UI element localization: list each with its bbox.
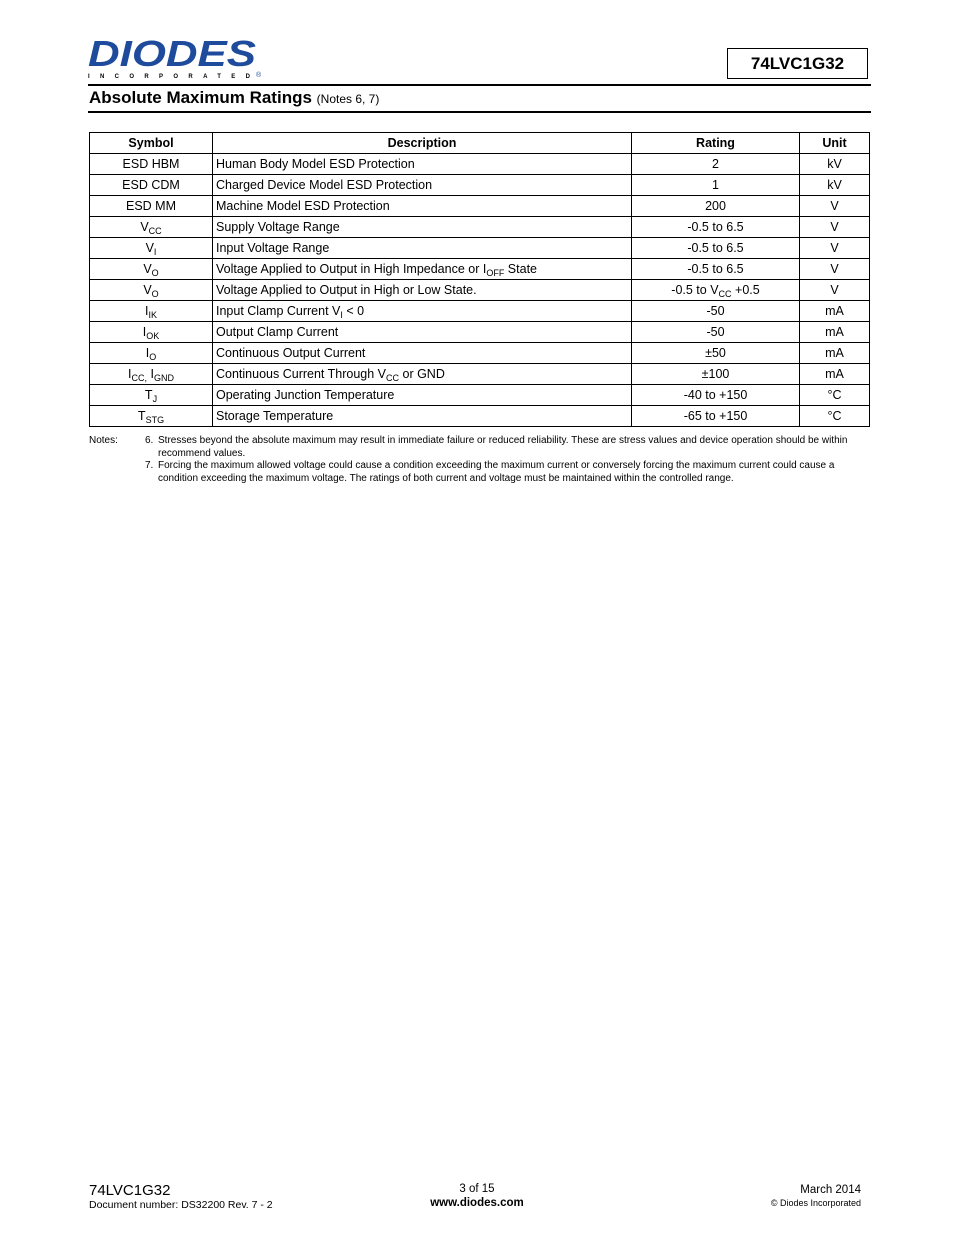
rating-cell <box>632 196 800 217</box>
description-text: Machine Model ESD Protection <box>216 199 390 213</box>
table-row <box>90 238 870 259</box>
table-row <box>90 154 870 175</box>
description-cell <box>213 322 632 343</box>
description-subscript: I <box>340 310 343 320</box>
header-description: Description <box>213 133 632 154</box>
symbol-text: I <box>142 325 147 339</box>
rating-cell <box>632 217 800 238</box>
description-text: Voltage Applied to Output in High or Low State. <box>216 283 477 297</box>
description-text: or GND <box>399 367 445 381</box>
table-row <box>90 322 870 343</box>
unit-cell <box>800 175 870 196</box>
unit-text: kV <box>827 157 842 171</box>
description-cell <box>213 385 632 406</box>
description-text: Voltage Applied to Output in High Impedance or I <box>216 262 487 276</box>
symbol-text: ESD MM <box>126 199 176 213</box>
header-unit: Unit <box>800 133 870 154</box>
rating-text: -0.5 to 6.5 <box>687 262 744 276</box>
description-text: Input Clamp Current V <box>216 304 341 318</box>
table-row <box>90 196 870 217</box>
unit-text: °C <box>827 409 842 423</box>
notes-label: Notes: <box>89 435 118 446</box>
logo-subtext: INCORPORATED <box>88 74 251 80</box>
unit-text: kV <box>827 178 842 192</box>
description-text: Continuous Current Through V <box>216 367 387 381</box>
table-row <box>90 259 870 280</box>
symbol-subscript: I <box>153 247 157 257</box>
description-cell <box>213 406 632 427</box>
symbol-subscript: O <box>151 268 159 278</box>
unit-text: V <box>830 220 839 234</box>
description-cell <box>213 259 632 280</box>
note-number: 7. <box>145 460 154 471</box>
symbol-cell <box>90 343 213 364</box>
rating-cell <box>632 385 800 406</box>
note-text: Forcing the maximum allowed voltage could cause a condition exceeding the maximum current or conversely forcing the maximum current could cause a condition exceeding the maximum voltage. The ratings of both current and voltage must be maintained within the controlled range. <box>158 460 835 484</box>
rating-text: -40 to +150 <box>683 388 748 402</box>
rating-text: -65 to +150 <box>683 409 748 423</box>
rating-subscript: CC <box>718 289 732 299</box>
symbol-text: ESD CDM <box>122 178 180 192</box>
logo-wordmark: DIODES <box>88 36 256 74</box>
unit-cell <box>800 406 870 427</box>
rating-text: ±100 <box>701 367 730 381</box>
description-subscript: CC <box>386 373 400 383</box>
table-row <box>90 364 870 385</box>
symbol-text: I <box>128 367 132 381</box>
footer-copyright: © Diodes Incorporated <box>770 1198 861 1208</box>
rating-cell <box>632 301 800 322</box>
symbol-subscript: OK <box>146 331 160 341</box>
table-row <box>90 343 870 364</box>
section-heading <box>89 88 379 108</box>
symbol-text: V <box>140 220 149 234</box>
rating-text: -50 <box>706 304 725 318</box>
description-text: Operating Junction Temperature <box>216 388 395 402</box>
note-item <box>145 460 860 485</box>
description-cell <box>213 280 632 301</box>
header-symbol: Symbol <box>90 133 213 154</box>
symbol-subscript: O <box>151 289 159 299</box>
table-row <box>90 280 870 301</box>
rating-cell <box>632 280 800 301</box>
description-text: Storage Temperature <box>216 409 334 423</box>
symbol-text: T <box>144 388 153 402</box>
section-divider <box>88 111 871 113</box>
rating-text: -0.5 to V <box>671 283 719 297</box>
footer-date: March 2014 <box>800 1184 861 1196</box>
symbol-text: I <box>145 346 150 360</box>
description-text: Supply Voltage Range <box>216 220 340 234</box>
symbol-subscript: CC <box>148 226 162 236</box>
unit-text: V <box>830 241 839 255</box>
part-number-box <box>727 48 868 79</box>
description-text: Charged Device Model ESD Protection <box>216 178 433 192</box>
description-subscript: OFF <box>486 268 505 278</box>
logo-registered-mark: ® <box>256 72 262 79</box>
symbol-cell <box>90 322 213 343</box>
description-text: Continuous Output Current <box>216 346 366 360</box>
table-header-row <box>90 133 870 154</box>
footer-website-link[interactable]: www.diodes.com <box>430 1197 524 1209</box>
unit-cell <box>800 385 870 406</box>
symbol-cell <box>90 196 213 217</box>
symbol-cell <box>90 154 213 175</box>
description-cell <box>213 196 632 217</box>
symbol-subscript: O <box>149 352 157 362</box>
unit-cell <box>800 343 870 364</box>
rating-cell <box>632 364 800 385</box>
header-rating: Rating <box>632 133 800 154</box>
description-cell <box>213 343 632 364</box>
rating-text: +0.5 <box>731 283 760 297</box>
symbol-cell <box>90 364 213 385</box>
unit-cell <box>800 217 870 238</box>
symbol-cell <box>90 406 213 427</box>
symbol-text: I <box>145 304 149 318</box>
description-cell <box>213 154 632 175</box>
unit-text: mA <box>825 367 844 381</box>
unit-text: V <box>830 199 839 213</box>
rating-text: 1 <box>712 178 719 192</box>
unit-cell <box>800 301 870 322</box>
rating-cell <box>632 259 800 280</box>
symbol-cell <box>90 280 213 301</box>
unit-text: mA <box>825 346 844 360</box>
footer-part-number: 74LVC1G32 <box>89 1182 171 1199</box>
unit-cell <box>800 280 870 301</box>
table-row <box>90 301 870 322</box>
unit-cell <box>800 259 870 280</box>
unit-text: V <box>830 283 839 297</box>
absolute-maximum-ratings-table <box>89 132 870 427</box>
table-row <box>90 175 870 196</box>
rating-cell <box>632 343 800 364</box>
symbol-cell <box>90 238 213 259</box>
description-cell <box>213 364 632 385</box>
symbol-cell <box>90 301 213 322</box>
unit-cell <box>800 322 870 343</box>
part-number: 74LVC1G32 <box>750 53 845 73</box>
header-divider <box>88 84 871 86</box>
unit-cell <box>800 196 870 217</box>
unit-text: °C <box>827 388 842 402</box>
rating-cell <box>632 322 800 343</box>
description-text: State <box>504 262 537 276</box>
description-cell <box>213 217 632 238</box>
description-text: Output Clamp Current <box>216 325 339 339</box>
table-row <box>90 406 870 427</box>
description-text: Input Voltage Range <box>216 241 330 255</box>
section-title: Absolute Maximum Ratings <box>89 88 312 107</box>
unit-text: V <box>830 262 839 276</box>
table-row <box>90 385 870 406</box>
rating-text: 2 <box>712 157 719 171</box>
unit-cell <box>800 238 870 259</box>
note-number: 6. <box>145 435 154 446</box>
unit-text: mA <box>825 325 844 339</box>
diodes-logo <box>88 36 264 80</box>
symbol-text: V <box>143 283 152 297</box>
symbol-subscript: STG <box>145 415 165 425</box>
rating-text: -0.5 to 6.5 <box>687 241 744 255</box>
note-item <box>145 435 860 460</box>
symbol-text: ESD HBM <box>122 157 180 171</box>
symbol-cell <box>90 385 213 406</box>
symbol-subscript: J <box>152 394 158 404</box>
symbol-cell <box>90 175 213 196</box>
rating-text: -50 <box>706 325 725 339</box>
symbol-subscript: IK <box>148 310 157 320</box>
rating-cell <box>632 238 800 259</box>
note-text: Stresses beyond the absolute maximum may result in immediate failure or reduced reliability. These are stress values and device operation should be within recommend values. <box>158 435 848 459</box>
rating-text: -0.5 to 6.5 <box>687 220 744 234</box>
symbol-cell <box>90 259 213 280</box>
unit-text: mA <box>825 304 844 318</box>
footer-page-number: 3 of 15 <box>459 1183 495 1195</box>
symbol-text: V <box>145 241 154 255</box>
description-cell <box>213 175 632 196</box>
unit-cell <box>800 154 870 175</box>
rating-text: 200 <box>705 199 726 213</box>
section-note-ref: (Notes 6, 7) <box>316 92 380 106</box>
description-cell <box>213 238 632 259</box>
symbol-text: I <box>147 367 154 381</box>
symbol-subscript: GND <box>153 373 174 383</box>
symbol-text: T <box>137 409 146 423</box>
rating-cell <box>632 175 800 196</box>
symbol-cell <box>90 217 213 238</box>
symbol-subscript: CC, <box>131 373 148 383</box>
rating-text: ±50 <box>705 346 726 360</box>
table-row <box>90 217 870 238</box>
description-text: Human Body Model ESD Protection <box>216 157 415 171</box>
rating-cell <box>632 406 800 427</box>
footer-document-number: Document number: DS32200 Rev. 7 - 2 <box>89 1199 273 1211</box>
description-text: < 0 <box>342 304 365 318</box>
description-cell <box>213 301 632 322</box>
unit-cell <box>800 364 870 385</box>
symbol-text: V <box>143 262 152 276</box>
rating-cell <box>632 154 800 175</box>
